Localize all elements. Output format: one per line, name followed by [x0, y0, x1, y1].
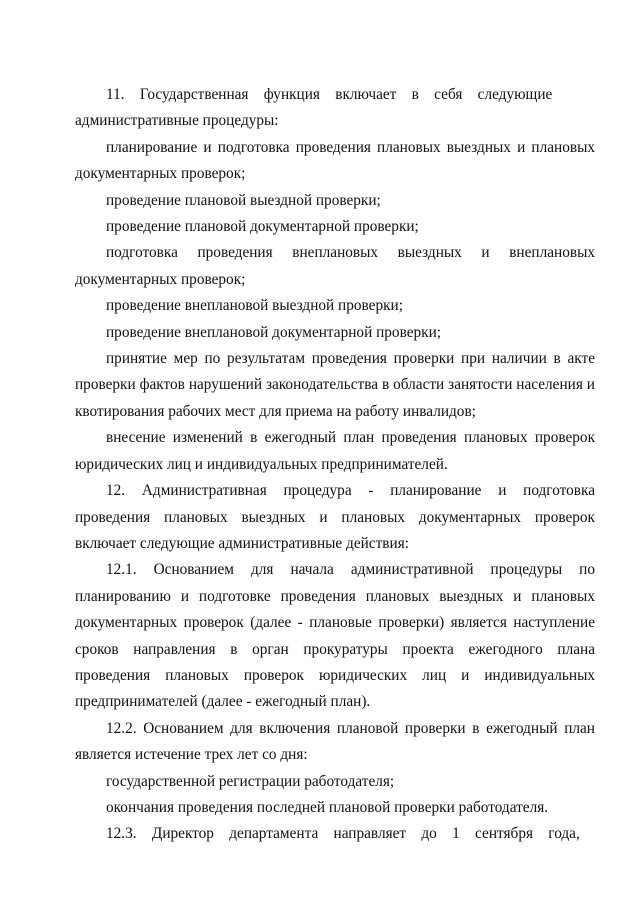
procedure-item-unplanned-documentary: проведение внеплановой документарной проверки;	[106, 323, 442, 341]
procedure-item-plan-changes: внесение изменений в ежегодный план проведения плановых проверок юридических лиц и индивидуальных предпринимателей.	[75, 429, 595, 473]
paragraph-12-1: 12.1. Основанием для начала административной процедуры по планированию и подготовке проведения плановых выездных и плановых документарных проверок (далее - плановые проверки) является наступление сроков направления в орган прокуратуры проекта ежегодного плана проведения плановых проверок юридических лиц и индивидуальных предпринимателей (далее - ежегодный план).	[75, 561, 595, 711]
list-item-last-inspection: окончания проведения последней плановой проверки работодателя.	[106, 798, 549, 816]
paragraph-12-3: 12.3. Директор департамента направляет до 1 сентября года,	[106, 825, 580, 843]
paragraph-12: 12. Административная процедура - планирование и подготовка проведения плановых выездных и плановых документарных проверок включает следующие административные действия:	[75, 482, 595, 552]
procedure-item-unplanned-onsite: проведение внеплановой выездной проверки;	[106, 297, 403, 315]
procedure-item-measures: принятие мер по результатам проведения проверки при наличии в акте проверки фактов нарушений законодательства в области занятости населения и квотирования рабочих мест для приема на работу инвалидов;	[75, 350, 595, 420]
procedure-item-unplanned-preparation: подготовка проведения внеплановых выездных и внеплановых документарных проверок;	[75, 244, 595, 288]
document-body	[75, 82, 595, 848]
list-item-registration: государственной регистрации работодателя;	[106, 772, 395, 790]
paragraph-11: 11. Государственная функция включает в себя следующие административные процедуры:	[75, 86, 553, 130]
paragraph-12-2: 12.2. Основанием для включения плановой проверки в ежегодный план является истечение трех лет со дня:	[75, 719, 595, 764]
procedure-item-planned-onsite: проведение плановой выездной проверки;	[106, 191, 381, 209]
procedure-item-planning: планирование и подготовка проведения плановых выездных и плановых документарных проверок;	[75, 138, 595, 183]
procedure-item-planned-documentary: проведение плановой документарной проверки;	[106, 218, 419, 236]
